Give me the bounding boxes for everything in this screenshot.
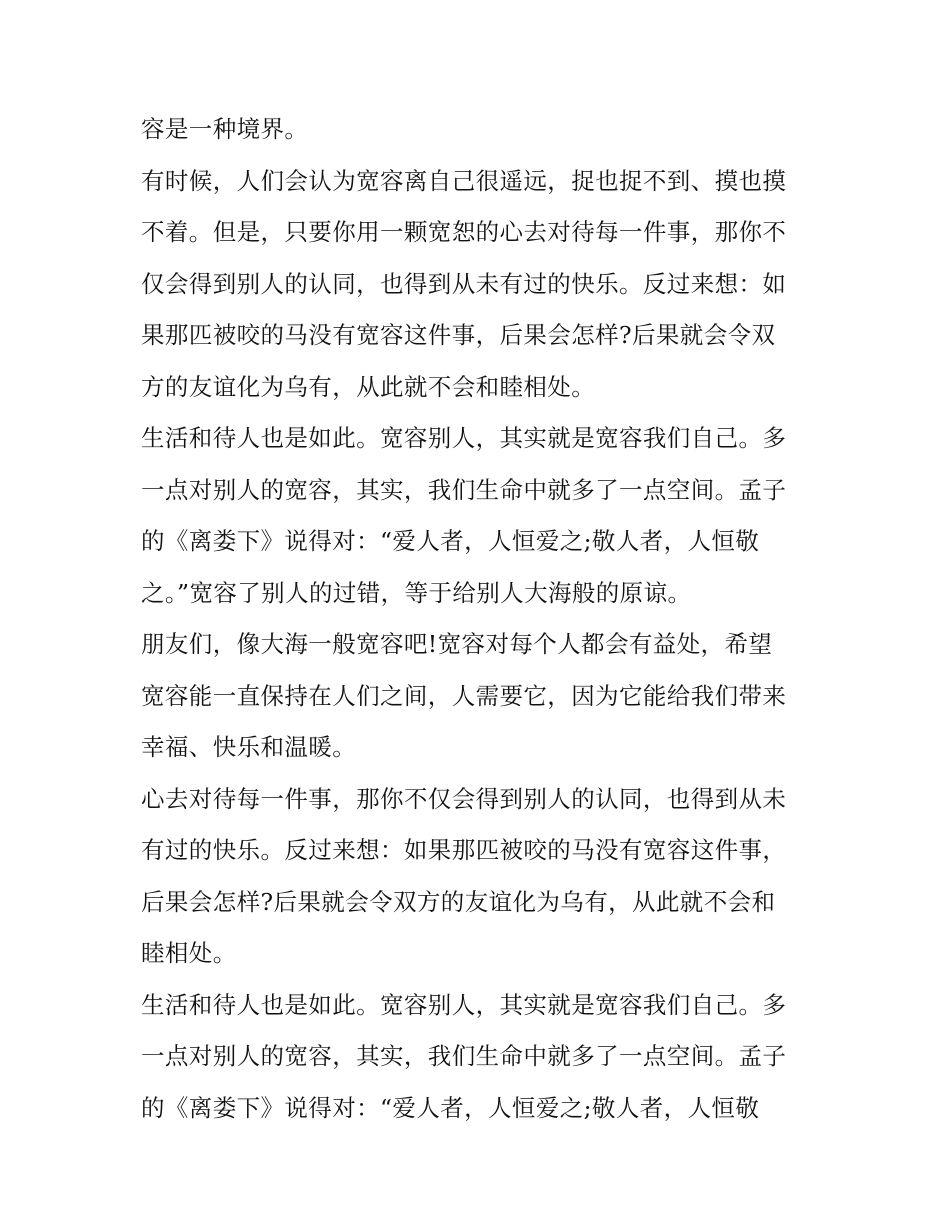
text-line: 仅会得到别人的认同，也得到从未有过的快乐。反过来想：如 [141, 269, 787, 298]
text-line: 朋友们，像大海一般宽容吧!宽容对每个人都会有益处，希望 [141, 630, 773, 658]
text-line: 生活和待人也是如此。宽容别人，其实就是宽容我们自己。多 [141, 424, 787, 452]
document-body [141, 104, 821, 1134]
text-line: 容是一种境界。 [141, 115, 309, 143]
text-line: 不着。但是，只要你用一颗宽恕的心去对待每一件事，那你不 [141, 218, 787, 246]
text-line: 方的友谊化为乌有，从此就不会和睦相处。 [141, 372, 596, 401]
text-line: 有时候，人们会认为宽容离自己很遥远，捉也捉不到、摸也摸 [141, 166, 787, 195]
text-line: 心去对待每一件事，那你不仅会得到别人的认同，也得到从未 [141, 784, 787, 813]
text-line: 的《离娄下》说得对：“爱人者，人恒爱之;敬人者，人恒敬 [141, 1093, 760, 1122]
text-line: 果那匹被咬的马没有宽容这件事，后果会怎样?后果就会令双 [141, 321, 776, 349]
text-line: 宽容能一直保持在人们之间，人需要它，因为它能给我们带来 [141, 681, 787, 710]
text-line: 有过的快乐。反过来想：如果那匹被咬的马没有宽容这件事， [141, 836, 787, 864]
text-line: 的《离娄下》说得对：“爱人者，人恒爱之;敬人者，人恒敬 [141, 527, 760, 555]
text-line: 后果会怎样?后果就会令双方的友谊化为乌有，从此就不会和 [141, 887, 776, 916]
text-line: 生活和待人也是如此。宽容别人，其实就是宽容我们自己。多 [141, 990, 787, 1019]
text-line: 一点对别人的宽容，其实，我们生命中就多了一点空间。孟子 [141, 1042, 787, 1070]
text-line: 睦相处。 [141, 939, 237, 967]
text-line: 一点对别人的宽容，其实，我们生命中就多了一点空间。孟子 [141, 475, 787, 504]
text-line: 之。”宽容了别人的过错，等于给别人大海般的原谅。 [141, 578, 692, 607]
text-line: 幸福、快乐和温暖。 [141, 733, 357, 761]
